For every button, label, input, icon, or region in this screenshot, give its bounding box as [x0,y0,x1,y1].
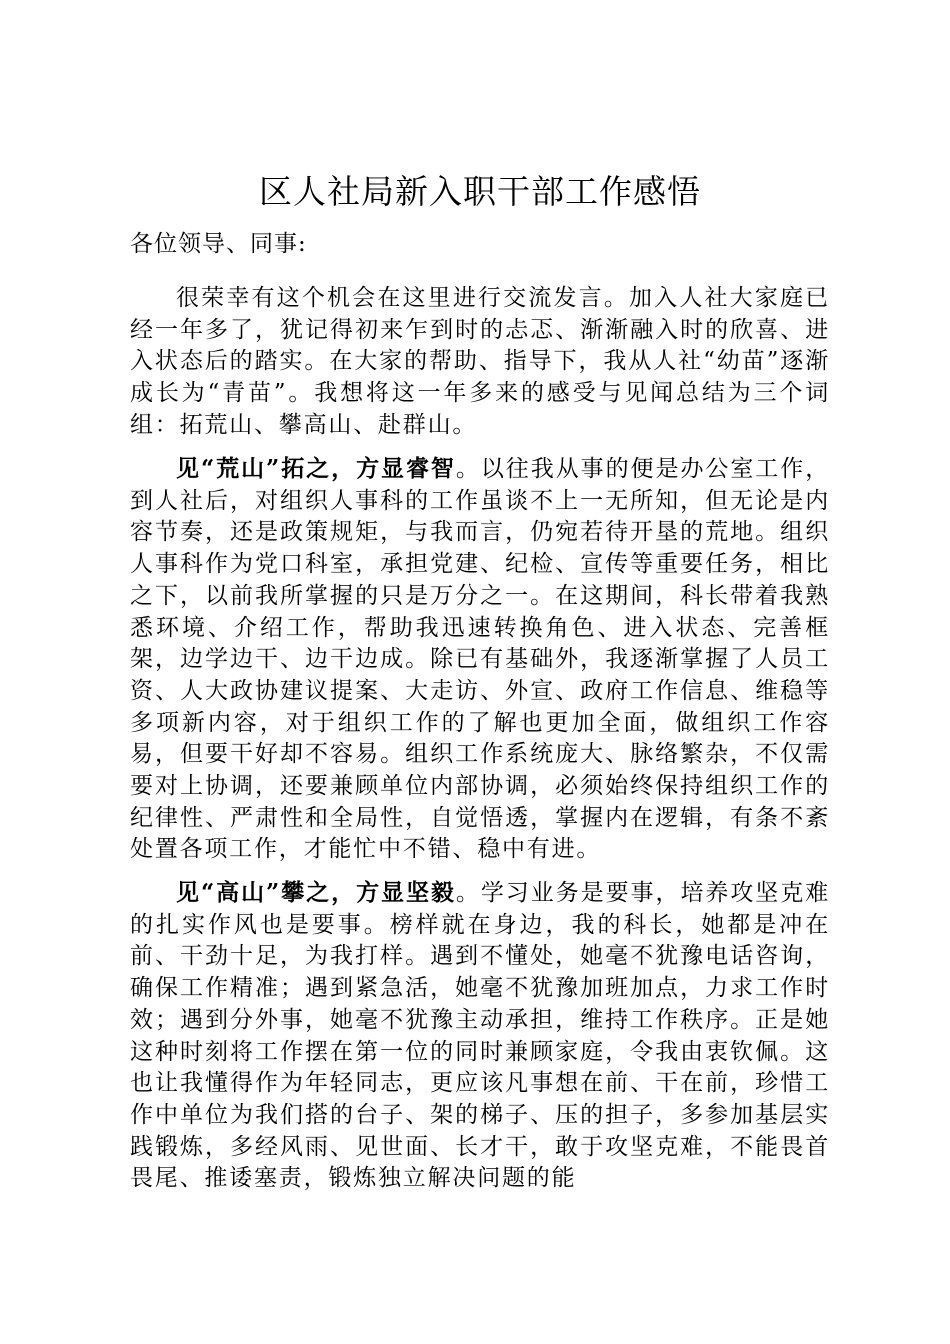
paragraph-text: 很荣幸有这个机会在这里进行交流发言。加入人社大家庭已经一年多了，犹记得初来乍到时的忐忑、渐渐融入时的欣喜、进入状态后的踏实。在大家的帮助、指导下，我从人社“幼苗”逐渐成长为“青苗”。我想将这一年多来的感受与见闻总结为三个词组：拓荒山、攀高山、赴群山。 [130,285,830,438]
paragraph-wasteland [130,453,830,866]
paragraph-high-mountain [130,877,830,1195]
document-title: 区人社局新入职干部工作感悟 [259,172,701,211]
paragraph-lead-heading: 见“荒山”拓之，方显睿智 [176,455,456,482]
paragraph-intro [130,283,830,442]
paragraph-lead-heading: 见“高山”攀之，方显坚毅 [176,879,456,906]
salutation: 各位领导、同事: [130,231,307,257]
paragraph-text: 。学习业务是要事，培养攻坚克难的扎实作风也是要事。榜样就在身边，我的科长，她都是冲在前、干劲十足，为我打样。遇到不懂处，她毫不犹豫电话咨询，确保工作精准；遇到紧急活，她毫不犹豫加班加点，力求工作时效；遇到分外事，她毫不犹豫主动承担，维持工作秩序。正是她这种时刻将工作摆在第一位的同时兼顾家庭，令我由衷钦佩。这也让我懂得作为年轻同志，更应该凡事想在前、干在前，珍惜工作中单位为我们搭的台子、架的梯子、压的担子，多参加基层实践锻炼，多经风雨、见世面、长才干，敢于攻坚克难，不能畏首畏尾、推诿塞责，锻炼独立解决问题的能 [130,880,831,1192]
paragraph-text: 。以往我从事的便是办公室工作，到人社后，对组织人事科的工作虽谈不上一无所知，但无论是内容节奏，还是政策规矩，与我而言，仍宛若待开垦的荒地。组织人事科作为党口科室，承担党建、纪检、宣传等重要任务，相比之下，以前我所掌握的只是万分之一。在这期间，科长带着我熟悉环境、介绍工作，帮助我迅速转换角色、进入状态、完善框架，边学边干、边干边成。除已有基础外，我逐渐掌握了人员工资、人大政协建议提案、大走访、外宣、政府工作信息、维稳等多项新内容，对于组织工作的了解也更加全面，做组织工作容易，但要干好却不容易。组织工作系统庞大、脉络繁杂，不仅需要对上协调，还要兼顾单位内部协调，必须始终保持组织工作的纪律性、严肃性和全局性，自觉悟透，掌握内在逻辑，有条不紊处置各项工作，才能忙中不错、稳中有进。 [130,456,831,863]
